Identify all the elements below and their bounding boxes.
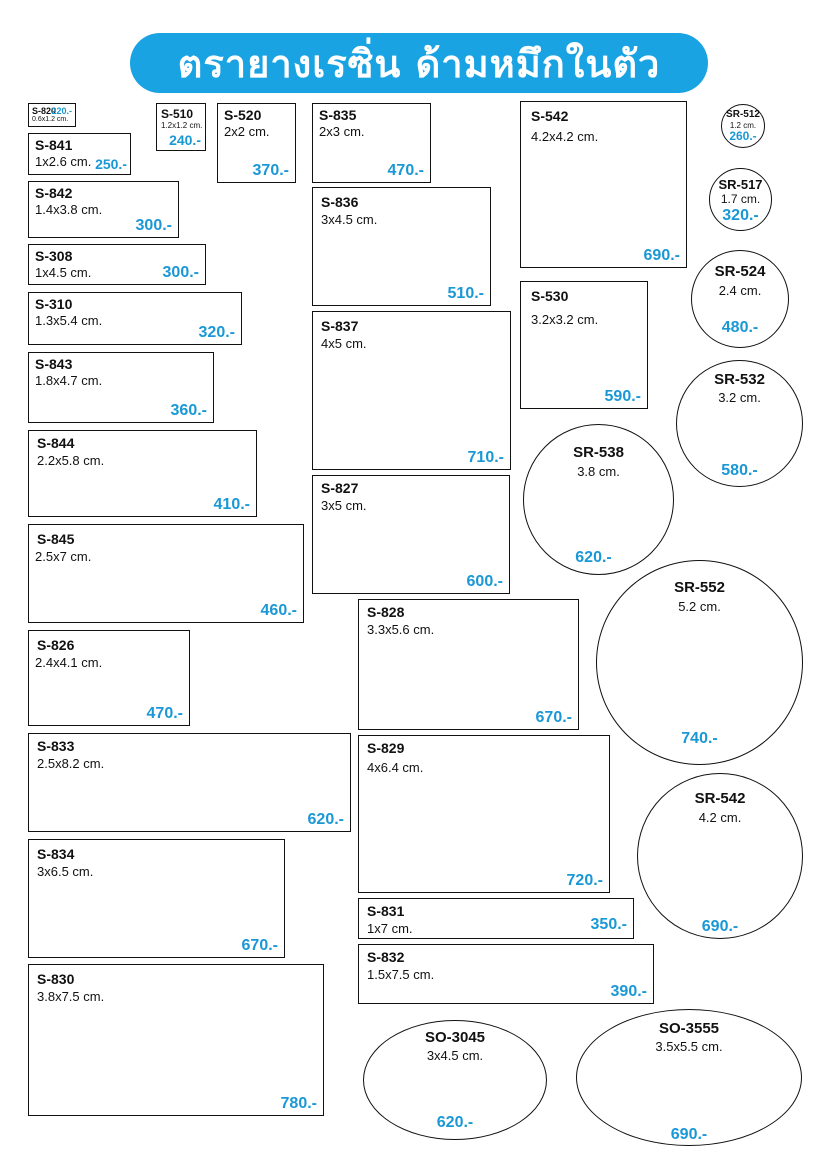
stamp-s-308[interactable] bbox=[28, 244, 206, 285]
stamp-price: 740.- bbox=[681, 730, 718, 747]
stamp-s-835[interactable] bbox=[312, 103, 431, 183]
round-stamp-sr-542[interactable] bbox=[637, 773, 803, 939]
stamp-size: 1.7 cm. bbox=[720, 192, 761, 206]
stamp-s-844[interactable] bbox=[28, 430, 257, 517]
stamp-size: 1x2.6 cm. bbox=[35, 154, 92, 169]
stamp-size: 3x5 cm. bbox=[321, 498, 367, 513]
stamp-price: 670.- bbox=[241, 937, 278, 954]
stamp-code: S-845 bbox=[37, 531, 75, 547]
stamp-size: 4.2x4.2 cm. bbox=[531, 129, 599, 144]
stamp-code: SO-3555 bbox=[658, 1020, 720, 1037]
stamp-code: SR-532 bbox=[714, 371, 765, 388]
stamp-code: SR-517 bbox=[718, 177, 763, 192]
stamp-s-530[interactable] bbox=[520, 281, 648, 409]
stamp-s-832[interactable] bbox=[358, 944, 654, 1004]
stamp-code: SR-552 bbox=[674, 579, 725, 596]
stamp-code: S-829 bbox=[367, 740, 405, 756]
stamp-price: 300.- bbox=[162, 264, 199, 281]
stamp-s-834[interactable] bbox=[28, 839, 285, 958]
stamp-price: 460.- bbox=[260, 602, 297, 619]
stamp-code: S-826 bbox=[37, 637, 75, 653]
stamp-price: 620.- bbox=[575, 549, 612, 566]
stamp-size: 2.2x5.8 cm. bbox=[37, 453, 105, 468]
stamp-price: 470.- bbox=[146, 705, 183, 722]
stamp-code: S-308 bbox=[35, 248, 73, 264]
stamp-code: S-542 bbox=[531, 108, 569, 124]
stamp-size: 2x3 cm. bbox=[319, 124, 365, 139]
stamp-price: 350.- bbox=[590, 916, 627, 933]
stamp-code: S-530 bbox=[531, 288, 569, 304]
stamp-code: S-835 bbox=[319, 107, 357, 123]
stamp-price: 300.- bbox=[135, 217, 172, 234]
round-stamp-sr-552[interactable] bbox=[596, 560, 803, 765]
stamp-code: S-842 bbox=[35, 185, 73, 201]
stamp-s-310[interactable] bbox=[28, 292, 242, 345]
stamp-code: S-830 bbox=[37, 971, 75, 987]
page-title: ตรายางเรซิ่น ด้ามหมึกในตัว bbox=[130, 33, 708, 93]
stamp-s-510[interactable] bbox=[156, 103, 206, 151]
stamp-s-827[interactable] bbox=[312, 475, 510, 594]
round-stamp-sr-517[interactable] bbox=[709, 168, 772, 231]
stamp-s-520[interactable] bbox=[217, 103, 296, 183]
stamp-price: 320.- bbox=[722, 207, 759, 224]
stamp-size: 3x4.5 cm. bbox=[321, 212, 378, 227]
stamp-code: S-510 bbox=[161, 107, 194, 121]
stamp-price: 250.- bbox=[95, 156, 127, 172]
stamp-s-828[interactable] bbox=[358, 599, 579, 730]
stamp-price: 580.- bbox=[721, 462, 758, 479]
stamp-price: 240.- bbox=[169, 132, 201, 148]
stamp-s-542[interactable] bbox=[520, 101, 687, 268]
stamp-price: 220.- bbox=[51, 106, 72, 116]
stamp-price: 410.- bbox=[213, 496, 250, 513]
stamp-s-830[interactable] bbox=[28, 964, 324, 1116]
stamp-price: 260.- bbox=[729, 129, 757, 143]
stamp-s-841[interactable] bbox=[28, 133, 131, 175]
stamp-size: 1.3x5.4 cm. bbox=[35, 313, 103, 328]
stamp-s-837[interactable] bbox=[312, 311, 511, 470]
stamp-code: S-832 bbox=[367, 949, 405, 965]
stamp-size: 0.6x1.2 cm. bbox=[32, 116, 69, 123]
stamp-code: S-310 bbox=[35, 296, 73, 312]
oval-stamp-so-3555[interactable] bbox=[576, 1009, 802, 1146]
stamp-price: 390.- bbox=[610, 983, 647, 1000]
stamp-price: 480.- bbox=[721, 319, 759, 336]
stamp-price: 690.- bbox=[643, 247, 680, 264]
stamp-price: 510.- bbox=[447, 285, 484, 302]
round-stamp-sr-512[interactable] bbox=[721, 104, 765, 148]
stamp-size: 2.5x8.2 cm. bbox=[37, 756, 105, 771]
stamp-size: 2.4 cm. bbox=[718, 283, 762, 298]
stamp-price: 320.- bbox=[198, 324, 235, 341]
stamp-code: S-843 bbox=[35, 356, 73, 372]
stamp-code: S-827 bbox=[321, 480, 359, 496]
stamp-code: S-831 bbox=[367, 903, 405, 919]
round-stamp-sr-524[interactable] bbox=[691, 250, 789, 348]
stamp-price: 710.- bbox=[467, 449, 504, 466]
stamp-size: 2x2 cm. bbox=[224, 124, 270, 139]
stamp-code: S-834 bbox=[37, 846, 75, 862]
stamp-size: 1x7 cm. bbox=[367, 921, 413, 936]
stamp-size: 1.2x1.2 cm. bbox=[161, 121, 203, 130]
stamp-price: 690.- bbox=[670, 1126, 708, 1143]
stamp-s-845[interactable] bbox=[28, 524, 304, 623]
stamp-size: 1.2 cm. bbox=[729, 121, 757, 130]
stamp-price: 360.- bbox=[170, 402, 207, 419]
round-stamp-sr-532[interactable] bbox=[676, 360, 803, 487]
stamp-size: 3x6.5 cm. bbox=[37, 864, 94, 879]
stamp-code: SR-542 bbox=[694, 790, 746, 807]
stamp-price: 370.- bbox=[252, 162, 289, 179]
stamp-size: 3.2 cm. bbox=[718, 390, 761, 405]
stamp-price: 670.- bbox=[535, 709, 572, 726]
stamp-price: 590.- bbox=[604, 388, 641, 405]
stamp-code: S-841 bbox=[35, 137, 73, 153]
stamp-code: S-844 bbox=[37, 435, 75, 451]
stamp-size: 1x4.5 cm. bbox=[35, 265, 92, 280]
stamp-size: 4x5 cm. bbox=[321, 336, 367, 351]
stamp-price: 600.- bbox=[466, 573, 503, 590]
stamp-size: 3.8x7.5 cm. bbox=[37, 989, 105, 1004]
stamp-price: 620.- bbox=[436, 1114, 474, 1131]
stamp-size: 3.2x3.2 cm. bbox=[531, 312, 599, 327]
stamp-size: 4.2 cm. bbox=[698, 810, 742, 825]
stamp-code: S-820 bbox=[32, 106, 57, 116]
stamp-code: S-833 bbox=[37, 738, 75, 754]
stamp-s-833[interactable] bbox=[28, 733, 351, 832]
stamp-s-842[interactable] bbox=[28, 181, 179, 238]
oval-stamp-so-3045[interactable] bbox=[363, 1020, 547, 1140]
stamp-code: SO-3045 bbox=[424, 1029, 486, 1046]
stamp-size: 3.8 cm. bbox=[577, 464, 620, 479]
stamp-size: 1.4x3.8 cm. bbox=[35, 202, 103, 217]
stamp-size: 2.5x7 cm. bbox=[35, 549, 92, 564]
stamp-price: 690.- bbox=[701, 918, 739, 935]
stamp-s-826[interactable] bbox=[28, 630, 190, 726]
stamp-price: 620.- bbox=[307, 811, 344, 828]
stamp-s-831[interactable] bbox=[358, 898, 634, 939]
stamp-s-843[interactable] bbox=[28, 352, 214, 423]
stamp-code: SR-524 bbox=[714, 263, 766, 280]
stamp-size: 5.2 cm. bbox=[678, 599, 721, 614]
stamp-size: 1.5x7.5 cm. bbox=[367, 967, 435, 982]
stamp-price: 780.- bbox=[280, 1095, 317, 1112]
stamp-code: S-520 bbox=[224, 107, 262, 123]
stamp-s-829[interactable] bbox=[358, 735, 610, 893]
stamp-size: 3.3x5.6 cm. bbox=[367, 622, 435, 637]
stamp-size: 1.8x4.7 cm. bbox=[35, 373, 103, 388]
stamp-code: SR-538 bbox=[573, 444, 624, 461]
stamp-s-836[interactable] bbox=[312, 187, 491, 306]
stamp-size: 2.4x4.1 cm. bbox=[35, 655, 103, 670]
stamp-size: 3x4.5 cm. bbox=[426, 1048, 484, 1063]
stamp-s-820[interactable] bbox=[28, 103, 76, 127]
stamp-code: SR-512 bbox=[726, 109, 760, 120]
stamp-price: 470.- bbox=[387, 162, 424, 179]
stamp-code: S-837 bbox=[321, 318, 359, 334]
stamp-size: 3.5x5.5 cm. bbox=[655, 1039, 723, 1054]
stamp-size: 4x6.4 cm. bbox=[367, 760, 424, 775]
stamp-code: S-828 bbox=[367, 604, 405, 620]
stamp-price: 720.- bbox=[566, 872, 603, 889]
stamp-code: S-836 bbox=[321, 194, 359, 210]
round-stamp-sr-538[interactable] bbox=[523, 424, 674, 575]
